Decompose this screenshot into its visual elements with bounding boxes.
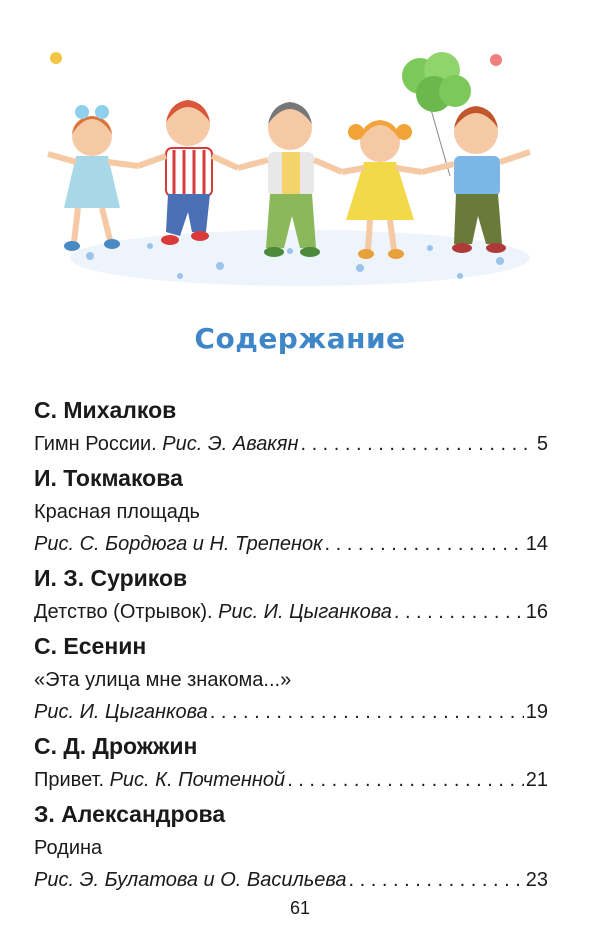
toc-line	[34, 832, 548, 864]
toc-title: Гимн России.	[34, 433, 157, 455]
toc-title: Детство (Отрывок).	[34, 601, 213, 623]
toc-page-number: 14	[525, 533, 548, 555]
toc-author: С. Д. Дрожжин	[34, 733, 198, 759]
toc-illustrator: Рис. И. Цыганкова	[218, 601, 392, 623]
toc-illustrator: Рис. К. Почтенной	[109, 769, 286, 791]
toc-entry	[34, 796, 548, 896]
toc-page-number: 5	[536, 433, 548, 455]
toc-illustrator: Рис. Э. Булатова и О. Васильева	[34, 869, 347, 891]
toc-author: И. З. Суриков	[34, 565, 188, 591]
toc-line	[34, 864, 548, 896]
table-of-contents	[34, 392, 548, 896]
toc-line	[34, 528, 548, 560]
toc-author: С. Есенин	[34, 633, 147, 659]
leader-dots	[325, 528, 524, 560]
star-icon-pink	[490, 54, 502, 66]
toc-entry	[34, 728, 548, 796]
toc-author: З. Александрова	[34, 801, 226, 827]
toc-line	[34, 664, 548, 696]
toc-illustrator: Рис. И. Цыганкова	[34, 701, 208, 723]
page-number: 61	[289, 898, 311, 918]
star-icon-yellow	[50, 52, 62, 64]
toc-line	[34, 496, 548, 528]
toc-title: Привет.	[34, 769, 105, 791]
leader-dots	[349, 864, 524, 896]
toc-title: Красная площадь	[34, 501, 200, 523]
toc-page-number: 16	[525, 601, 548, 623]
page-title: Содержание	[194, 322, 406, 355]
toc-page-number: 21	[525, 769, 548, 791]
toc-title: «Эта улица мне знакома...»	[34, 669, 292, 691]
toc-entry	[34, 392, 548, 460]
leader-dots	[287, 764, 524, 796]
toc-line	[34, 764, 548, 796]
toc-illustrator: Рис. С. Бордюга и Н. Трепенок	[34, 533, 323, 555]
leader-dots	[300, 428, 534, 460]
children-illustration	[30, 36, 570, 296]
toc-line	[34, 596, 548, 628]
child-boy-striped-shirt	[138, 100, 238, 245]
toc-illustrator: Рис. Э. Авакян	[162, 433, 299, 455]
toc-entry	[34, 460, 548, 560]
toc-title: Родина	[34, 837, 103, 859]
leader-dots	[210, 696, 524, 728]
toc-entry	[34, 628, 548, 728]
toc-page-number: 19	[525, 701, 548, 723]
toc-line	[34, 428, 548, 460]
toc-line	[34, 696, 548, 728]
leader-dots	[394, 596, 524, 628]
toc-author: С. Михалков	[34, 397, 177, 423]
toc-author: И. Токмакова	[34, 465, 183, 491]
child-girl-blue-dress	[48, 105, 138, 251]
child-boy-blue-shirt	[422, 106, 530, 253]
toc-entry	[34, 560, 548, 628]
toc-page-number: 23	[525, 869, 548, 891]
